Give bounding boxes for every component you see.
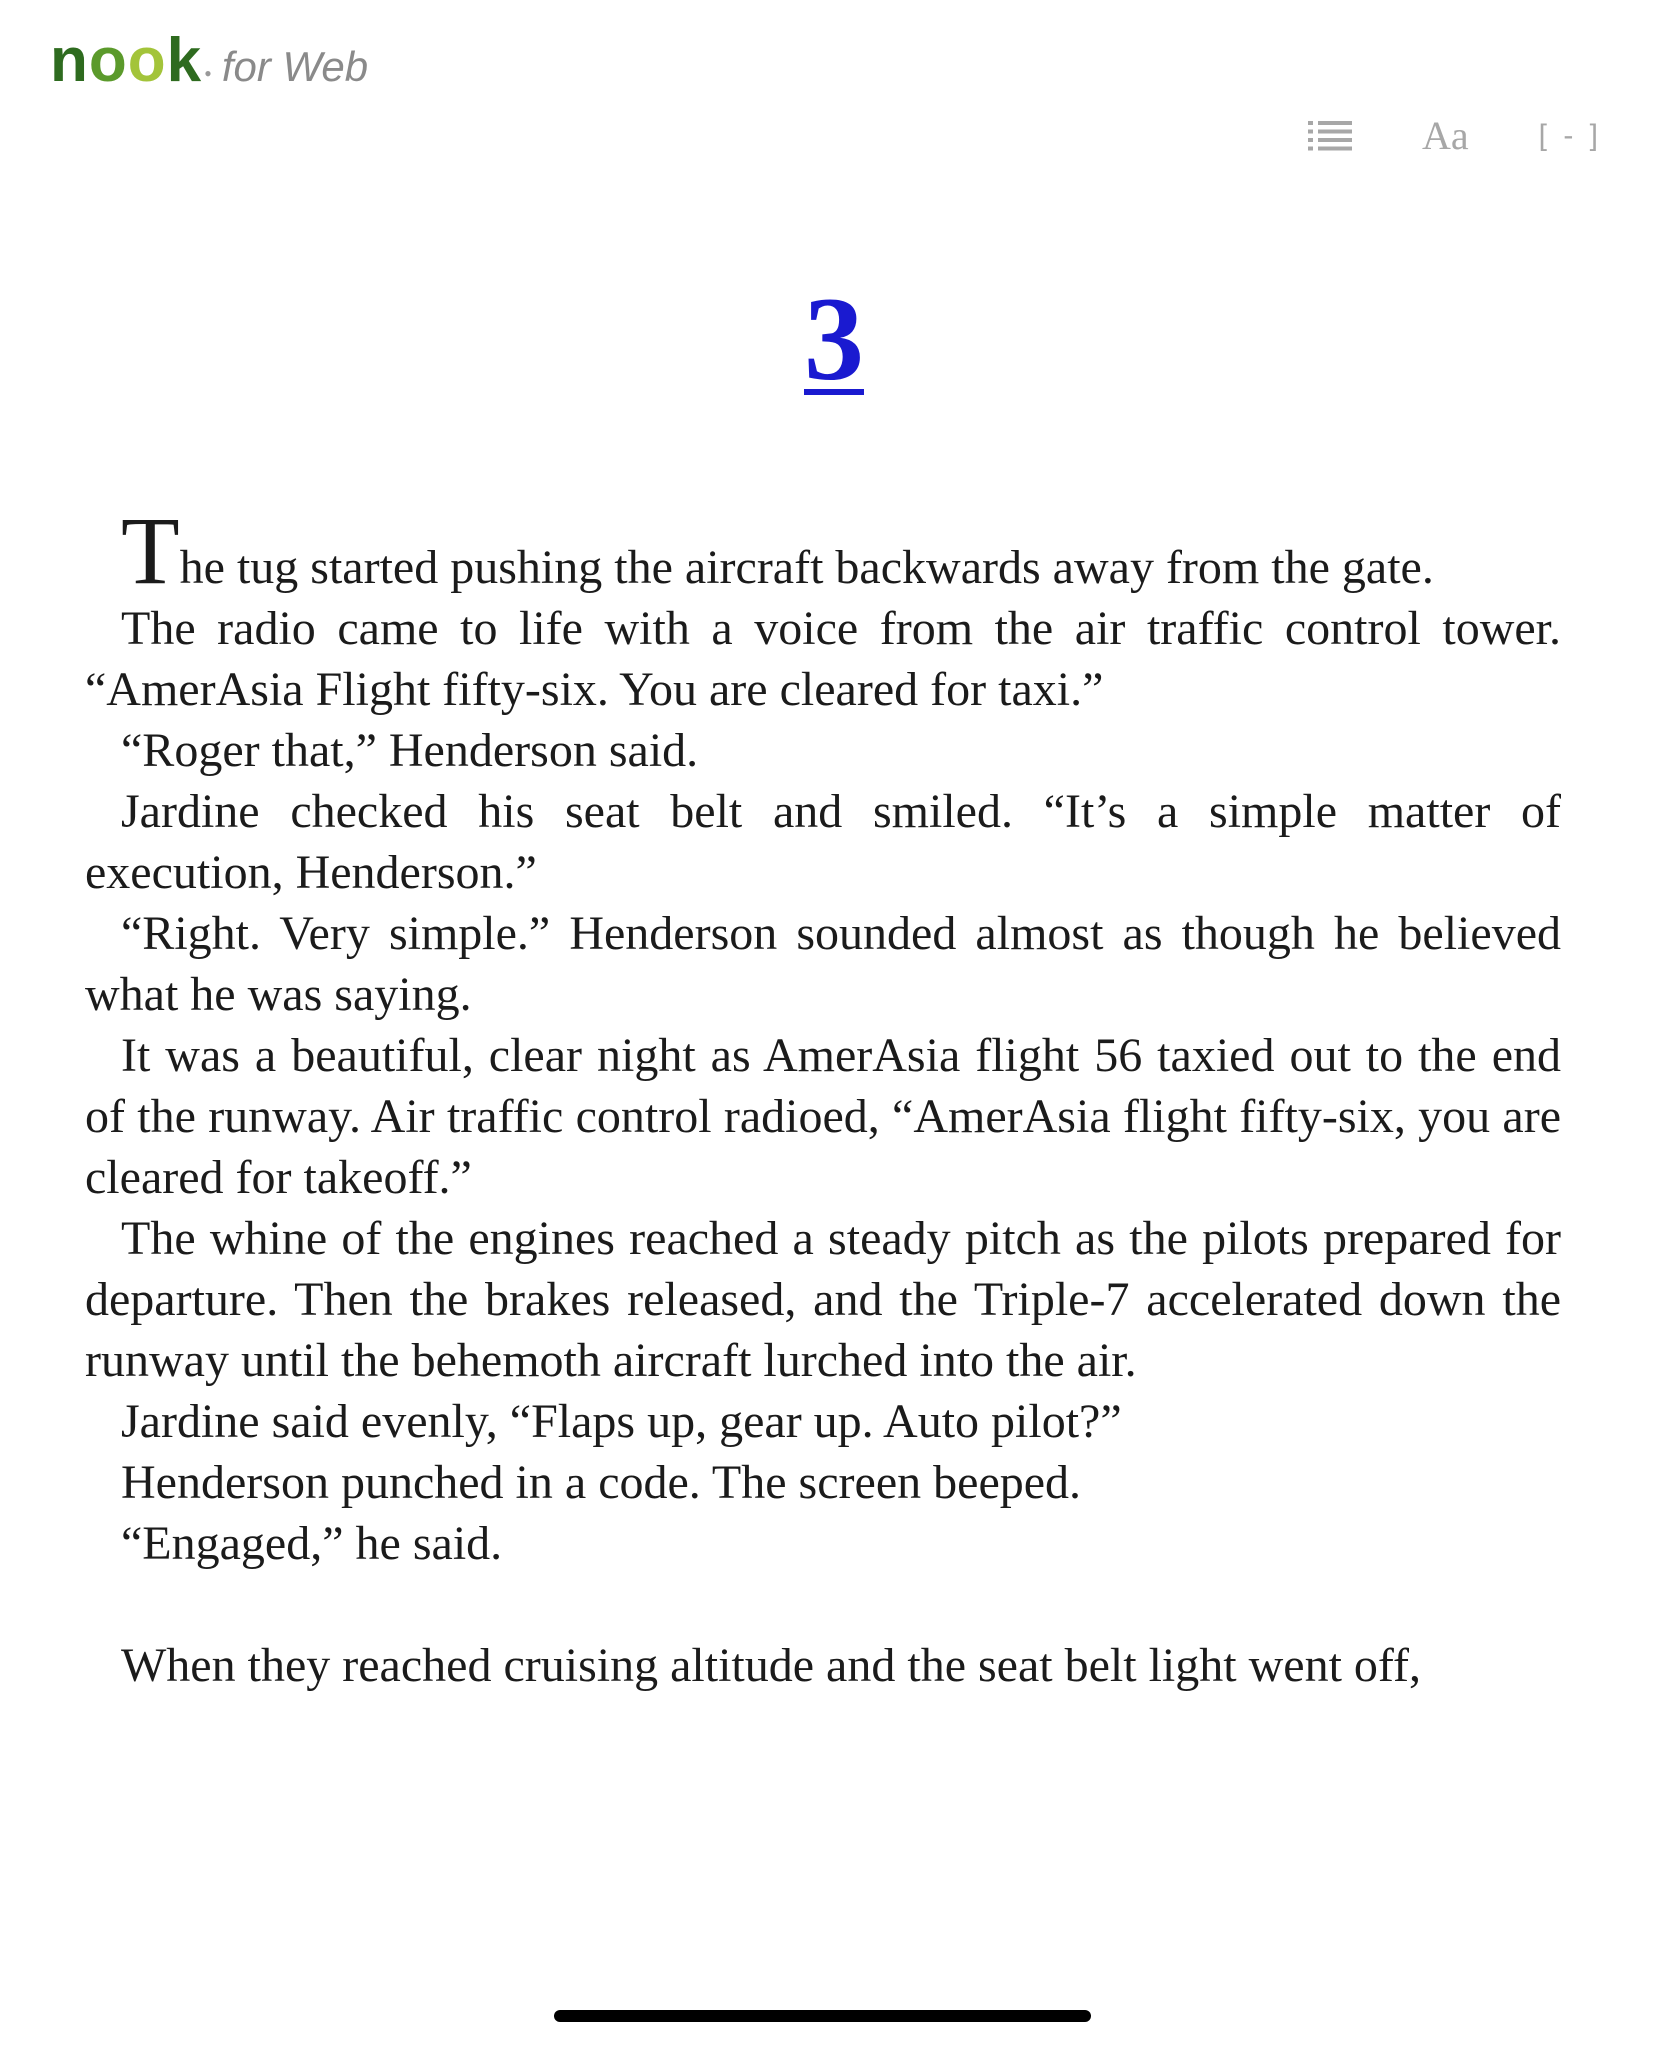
paragraph: When they reached cruising altitude and the seat belt light went off,: [121, 1639, 1422, 1692]
list-icon: [1308, 121, 1352, 151]
paragraph: Henderson punched in a code. The screen beeped.: [121, 1456, 1082, 1509]
paragraph: The tug started pushing the aircraft backwards away from the gate.: [121, 497, 1434, 604]
paragraph: The whine of the engines reached a steady pitch as the pilots prepared for departure. Then the brakes released, and the Triple-7 accelerated down the runway until the behemoth aircraft lurched into the air.: [85, 1212, 1561, 1387]
logo-dot-icon: •: [204, 61, 212, 86]
reader-toolbar: [1308, 112, 1602, 159]
paragraph: “Engaged,” he said.: [121, 1517, 503, 1570]
scene-break: [85, 1574, 1561, 1635]
table-of-contents-button[interactable]: [1308, 121, 1352, 151]
paragraph: “Right. Very simple.” Henderson sounded almost as though he believed what he was saying.: [85, 907, 1561, 1021]
paragraph: Jardine checked his seat belt and smiled. “It’s a simple matter of execution, Henderson.”: [85, 785, 1561, 899]
book-text: [85, 497, 1561, 1696]
paragraph: Jardine said evenly, “Flaps up, gear up. Auto pilot?”: [121, 1395, 1122, 1448]
chapter-heading: [0, 270, 1668, 408]
fullscreen-button[interactable]: [ - ]: [1538, 118, 1602, 152]
paragraph: The radio came to life with a voice from the air traffic control tower. “AmerAsia Flight fifty-six. You are cleared for taxi.”: [85, 602, 1561, 716]
paragraph: It was a beautiful, clear night as AmerAsia flight 56 taxied out to the end of the runway. Air traffic control radioed, “AmerAsia flight fifty-six, you are cleared for takeoff.”: [85, 1029, 1561, 1204]
drop-cap: T: [121, 497, 180, 604]
logo-subtitle: for Web: [221, 43, 369, 90]
nook-logo: [50, 26, 369, 95]
home-indicator[interactable]: [554, 2010, 1091, 2022]
logo-wordmark: nook: [50, 26, 203, 95]
paragraph: “Roger that,” Henderson said.: [121, 724, 699, 777]
chapter-number-link[interactable]: 3: [804, 272, 864, 405]
font-settings-button[interactable]: Aa: [1422, 113, 1469, 158]
